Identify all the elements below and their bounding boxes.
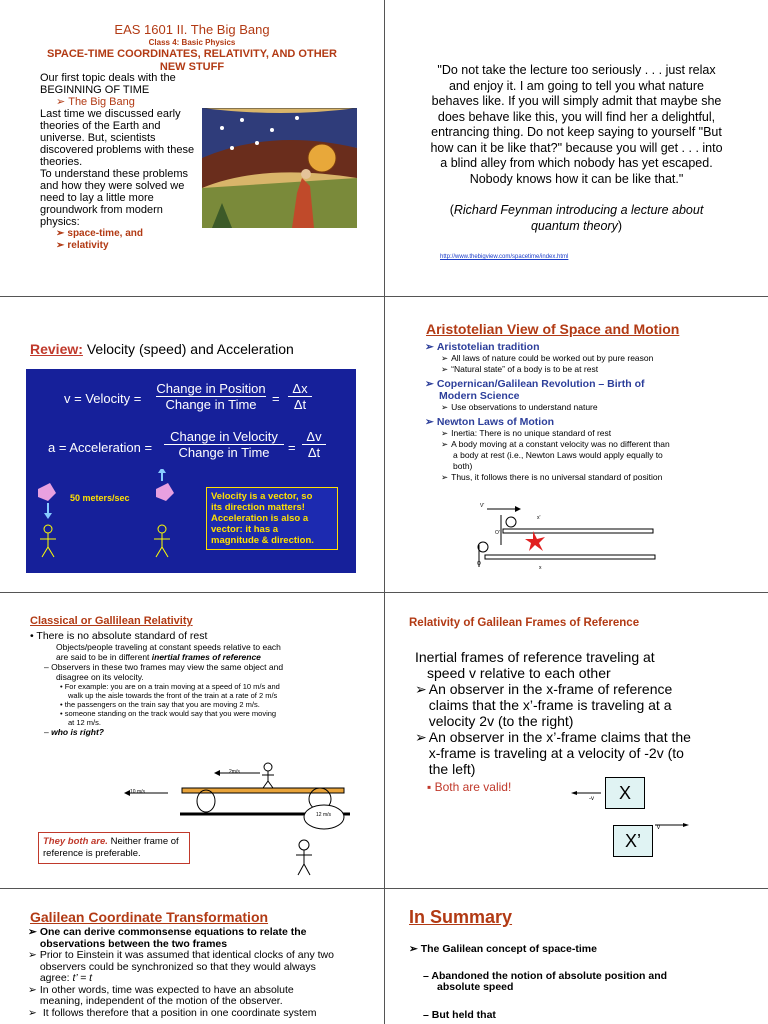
dash-abandoned: – Abandoned the notion of absolute position and absolute speed [423,970,668,993]
woodcut-illustration [202,108,357,228]
diagram-label-o-prime: O' [495,530,500,536]
slide-title: Velocity (speed) and Acceleration [86,341,294,357]
slide-subtitle: Class 4: Basic Physics [148,38,236,47]
frames-diagram [475,505,665,575]
diagram-label-v: V' [480,503,485,509]
topic-list [40,228,194,252]
topic-relativity: ➢ relativity [56,240,194,252]
acceleration-numerator: Change in Velocity [170,429,278,444]
velocity-numerator: Change in Position [156,381,266,396]
intro-paragraph-line-3: universe. But, scientists [40,132,156,144]
attribution-line-1: Richard Feynman introducing a lecture about [453,203,704,217]
bullet-galilean-concept: ➢ The Galilean concept of space-time [409,943,597,955]
bullet-clocks: ➢ Prior to Einstein it was assumed that identical clocks of any two observers could be synchronized so that they would always agree: t’ = t [28,949,334,984]
vector-note-line-5: magnitude & direction. [211,535,314,546]
vector-note-line-3: Acceleration is also a [211,513,309,524]
quote-line-6: how can it be like that?" because you will get . . . into [430,140,723,155]
frames-outline: Inertial frames of reference traveling at speed v relative to each other ➢ An observer in the x-frame of reference claims that the x’-frame is traveling at a velocity 2v (to the right) ➢ An observer in the x’-frame claims that the x-frame is traveling at a velocity of -2v (to the left) ▪ Both are valid! [415,649,755,795]
intro-text [40,72,194,252]
heading-newton: ➢ Newton Laws of Motion [425,416,755,428]
dash-who-is-right: – who is right? [44,727,104,737]
para-inertial-frames: Objects/people traveling at constant speeds relative to each are said to be in different inertial frames of reference [56,642,281,662]
slide-classical-relativity [0,593,384,888]
item-no-universal-position: ➢ Thus, it follows there is no universal standard of position [425,472,755,481]
intro-paragraph-line-7: and how they were solved we [40,180,185,192]
x-prime-frame-claim-line-1: An observer in the x’-frame claims that the [428,729,691,745]
vector-note-box [206,487,338,550]
item-natural-state: ➢ “Natural state” of a body is to be at rest [425,364,755,375]
intro-paragraph-line-1: Last time we discussed early [40,108,181,120]
intro-paragraph-line-9: groundwork from modern [40,204,163,216]
intro-paragraph [40,108,194,228]
frame-x-prime-box: X’ [613,825,653,857]
delta-x: Δx [292,381,308,396]
intro-line-1: Our first topic deals with the [40,72,176,84]
slide-velocity-review [0,297,384,592]
x-frame-claim-line-1: An observer in the x-frame of reference [428,681,673,697]
velocity-fraction [156,381,266,412]
intro-line-2: BEGINNING OF TIME [40,84,150,96]
quote-line-8: Nobody knows how it can be like that." [469,171,684,186]
slide-title: Aristotelian View of Space and Motion [426,321,680,337]
bullet-x-frame: ➢ An observer in the x-frame of reference claims that the x’-frame is traveling at a velocity 2v (to the right) [415,681,673,729]
slide-big-bang [0,0,384,296]
slide-title-row [30,341,294,357]
relativity-outline [30,630,360,737]
slide-summary [385,889,768,1024]
slide-title: In Summary [409,907,513,927]
item-constant-velocity: ➢ A body moving at a constant velocity was no different than a body at rest (i.e., Newton Laws would apply equally to both) [425,439,755,472]
train-examples: • For example: you are on a train moving at a speed of 10 m/s and walk up the aisle towards the front of the train at a rate of 2 m/s • the passengers on the train say that you are moving 2 m/s. • someone standing on the track would say that you were moving at 12 m/s. [60,682,280,727]
item-inertia: ➢ Inertia: There is no unique standard of rest [425,428,755,439]
velocity-lhs: v = Velocity = [64,391,142,406]
bullet-x-prime-frame: ➢ An observer in the x’-frame claims that the x-frame is traveling at a velocity of -2v (to the left) [415,729,691,777]
slide-title: EAS 1601 II. The Big Bang [114,22,270,37]
topic-space-time: ➢ space-time, and [56,228,194,240]
bullet-big-bang: ➢ The Big Bang [40,96,194,108]
bullet-absolute-time: ➢ In other words, time was expected to have an absolute meaning, independent of the motion of the observer. [28,983,294,1007]
velocity-denominator: Change in Time [156,396,266,412]
quote-line-5: entrancing thing. Do not keep saying to yourself "But [431,125,722,139]
dash-but-held: – But held that [423,1009,496,1021]
intro-paragraph-line-6: To understand these problems [40,168,188,180]
diagram-label-x: x [539,565,542,571]
vector-note-line-4: vector: it has a [211,524,279,535]
velocity-delta-fraction [288,381,312,412]
acceleration-fraction [164,429,284,460]
acceleration-denominator: Change in Time [164,444,284,460]
quote-attribution: (Richard Feynman introducing a lecture about quantum theory) [449,203,704,233]
heading-aristotelian: ➢ Aristotelian tradition [425,341,755,353]
speed-label: 50 meters/sec [70,493,130,503]
slide-galilean-transformation [0,889,384,1024]
slide-title: Galilean Coordinate Transformation [30,909,269,925]
vector-note-line-2: its direction matters! [211,502,305,513]
x-frame-claim-line-2: claims that the x’-frame is traveling at a [428,697,672,713]
quote-line-4: does behave like this, you will find her a delightful, [437,109,716,124]
slide-aristotelian-view [385,297,768,592]
intro-paragraph-line-2: theories of the Earth and [40,120,161,132]
label-minus-v: -v [589,796,594,802]
aristotle-outline [425,341,755,481]
heading-copernican-line2: Modern Science [439,390,520,402]
delta-v: Δv [306,429,322,444]
diagram-label-x-prime: x' [537,515,541,521]
label-2ms: 2m/s [229,769,240,775]
slide-title: Classical or Gallilean Relativity [30,615,193,627]
item-observations: ➢ Use observations to understand nature [425,402,755,413]
slide-heading-line2: NEW STUFF [159,61,225,73]
x-prime-frame-claim-line-2: x-frame is traveling at a velocity of -2v (to [428,745,684,761]
heading-copernican [425,378,755,402]
x-prime-frame-claim-line-3: the left) [428,761,476,777]
slide-heading-line1: SPACE-TIME COORDINATES, RELATIVITY, AND OTHER [47,48,337,60]
label-v: v [657,825,660,831]
delta-t: Δt [288,396,312,412]
x-frame-claim-line-3: velocity 2v (to the right) [428,713,574,729]
dash-observers-disagree: – Observers in these two frames may view the same object and disagree on its velocity. [44,662,284,682]
delta-t: Δt [302,444,326,460]
spacetime-link[interactable]: http://www.thebigview.com/spacetime/index.html [440,254,569,260]
quote-line-1: "Do not take the lecture too seriously . . . just relax [437,63,716,77]
label-10ms: 10 m/s [130,789,146,795]
feynman-quote [385,63,768,187]
intro-paragraph-line-8: need to lay a little more [40,192,154,204]
bullet-no-absolute-rest: • There is no absolute standard of rest [30,630,208,642]
slide-feynman-quote [385,0,768,296]
both-valid: ▪ Both are valid! [427,780,512,794]
label-12ms: 12 m/s [316,812,332,818]
quote-line-2: and enjoy it. I am going to tell you what nature [448,78,705,93]
acceleration-lhs: a = Acceleration = [48,440,153,455]
quote-line-7: a blind alley from which nobody has yet escaped. [440,156,713,170]
vector-note-line-1: Velocity is a vector, so [211,491,313,502]
bullet-commonsense: ➢ One can derive commonsense equations to relate the observations between the two frames [28,926,307,950]
slide-galilean-frames [385,593,768,888]
heading-copernican-line1: ➢ Copernican/Galilean Revolution – Birth of [425,378,755,390]
item-pure-reason: ➢ All laws of nature could be worked out by pure reason [425,353,755,364]
acceleration-delta-fraction [302,429,326,460]
quote-line-3: behaves like. If you will simply admit that maybe she [431,94,722,108]
slide-title: Relativity of Galilean Frames of Reference [409,617,640,629]
attribution-line-2: quantum theory [530,218,618,233]
frame-x-box: X [605,777,645,809]
transformation-outline [28,927,373,1019]
review-label: Review: [30,341,83,357]
intro-paragraph-line-5: theories. [40,156,83,168]
bullet-position: ➢ It follows therefore that a position in one coordinate system [28,1006,317,1019]
intro-paragraph-line-4: discovered problems with these [40,144,195,156]
diagram-label-o: O [477,561,481,567]
velocity-panel: v = Velocity = Change in Position Change in Time = Δx Δt a = Acceleration = Change in Velocity Change in Time = Δv Δt 50 meters/sec Velocity is a vector, so its direction matters! Acceleration is also a vector: it has a magnitude & direction. [26,369,356,573]
intro-paragraph-line-10: physics: [40,216,80,228]
answer-box: They both are. Neither frame of reference is preferable. [38,832,190,864]
